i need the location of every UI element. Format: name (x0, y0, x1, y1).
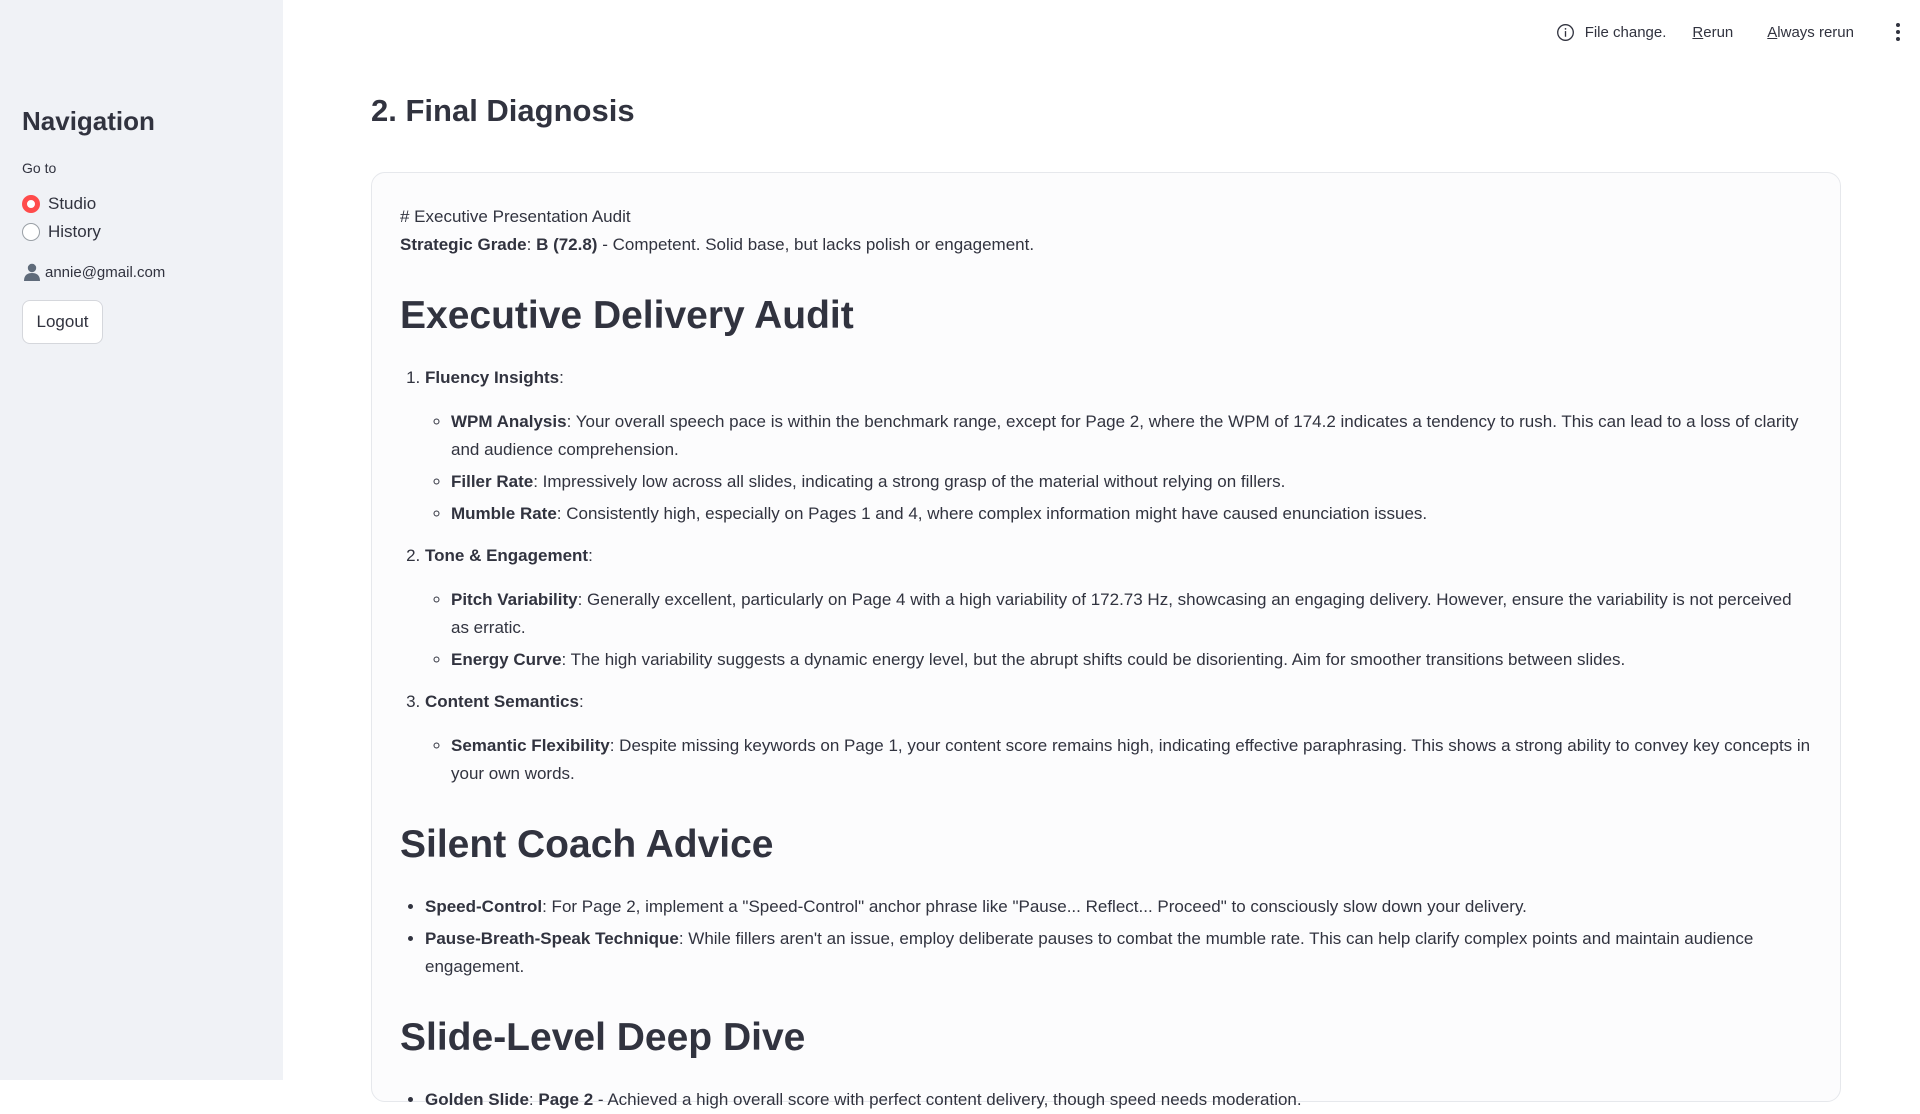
sidebar (0, 0, 283, 1080)
list-item (451, 500, 1812, 528)
radio-label-history: History (48, 222, 101, 241)
item-separator: : (528, 1090, 539, 1110)
strategic-grade (400, 231, 1812, 259)
grade-separator: : (526, 235, 537, 255)
item-label: Mumble Rate (451, 504, 557, 524)
coach-advice-list (425, 893, 1812, 981)
grade-value: B (72.8) (536, 235, 598, 255)
list-item (451, 732, 1812, 788)
user-email: annie@gmail.com (45, 263, 166, 281)
rerun-button[interactable] (1692, 24, 1733, 41)
grade-description: - Competent. Solid base, but lacks polish or engagement. (597, 235, 1035, 255)
item-label: Semantic Flexibility (451, 736, 610, 756)
always-rerun-button[interactable] (1767, 24, 1854, 41)
always-rerun-label: lways rerun (1777, 23, 1854, 41)
rerun-label: erun (1703, 23, 1734, 41)
audit-sections-list (425, 364, 1812, 789)
audit-section-tone: 2. Tone & Engagement: ◦ Pitch Variability: Generally excellent, particularly on Page 4 with a high variability of 172.73 Hz, showcasing an engaging delivery. However, ensure the variability is not perceived as erratic. ◦ Energy Curve: The high variability suggests a dynamic energy level, but the abrupt shifts could be disorienting. Aim for smoother transitions between slides. (425, 542, 1812, 674)
heading-executive-delivery-audit: Executive Delivery Audit (400, 294, 854, 338)
section-label: Content Semantics (425, 692, 579, 712)
heading-silent-coach-advice: Silent Coach Advice (400, 823, 774, 867)
radio-label-studio: Studio (48, 194, 97, 213)
heading-slide-level-deep-dive: Slide-Level Deep Dive (400, 1016, 806, 1060)
content-items (451, 732, 1812, 788)
audit-section-content: 3. Content Semantics: ◦ Semantic Flexibility: Despite missing keywords on Page 1, your content score remains high, indicating effective paraphrasing. This shows a strong ability to convey key concepts in your own words. (425, 688, 1812, 788)
top-toolbar (1556, 0, 1920, 64)
tone-items (451, 586, 1812, 674)
user-icon (22, 262, 42, 282)
always-rerun-accesskey: A (1767, 23, 1778, 41)
item-label: Energy Curve (451, 650, 562, 670)
radio-option-studio[interactable] (22, 190, 101, 218)
list-item (451, 586, 1812, 642)
list-item (425, 925, 1812, 981)
navigation-radio-group (22, 190, 101, 246)
status-text: File change. (1584, 23, 1667, 41)
list-item (425, 893, 1812, 921)
file-change-status (1556, 23, 1667, 42)
item-text: : Impressively low across all slides, indicating a strong grasp of the material without relying on fillers. (533, 472, 1286, 492)
item-text: : The high variability suggests a dynamic energy level, but the abrupt shifts could be disorienting. Aim for smoother transitions between slides. (561, 650, 1626, 670)
radio-option-history[interactable] (22, 218, 101, 246)
list-item (451, 408, 1812, 464)
user-info (22, 262, 165, 282)
list-item (425, 1086, 1812, 1114)
item-label: Pitch Variability (451, 590, 578, 610)
radio-unselected-icon[interactable] (22, 223, 40, 241)
item-text: : Generally excellent, particularly on Page 4 with a high variability of 172.73 Hz, showcasing an engaging delivery. However, ensure the variability is not perceived as erratic. (451, 590, 1792, 638)
logout-button[interactable]: Logout (22, 300, 103, 344)
info-icon (1556, 23, 1575, 42)
item-text: : While fillers aren't an issue, employ deliberate pauses to combat the mumble rate. This can help clarify complex points and maintain audience engagement. (425, 929, 1754, 977)
item-text: - Achieved a high overall score with perfect content delivery, though speed needs moderation. (593, 1090, 1302, 1110)
section-label: Fluency Insights (425, 367, 560, 387)
goto-label: Go to (22, 160, 57, 176)
report-heading-line: # Executive Presentation Audit (400, 207, 631, 226)
fluency-items (451, 408, 1812, 528)
item-label: Speed-Control (425, 897, 543, 917)
item-text: : Despite missing keywords on Page 1, your content score remains high, indicating effective paraphrasing. This shows a strong ability to convey key concepts in your own words. (451, 736, 1811, 784)
list-item (451, 646, 1812, 674)
diagnosis-report-card (371, 172, 1841, 1110)
list-item (451, 468, 1812, 496)
kebab-menu-icon[interactable] (1888, 20, 1908, 44)
item-text: : Consistently high, especially on Pages 1 and 4, where complex information might have caused enunciation issues. (556, 504, 1428, 524)
page-title: 2. Final Diagnosis (371, 93, 635, 128)
item-text: : For Page 2, implement a "Speed-Control" anchor phrase like "Pause... Reflect... Proceed" to consciously slow down your delivery. (542, 897, 1527, 917)
rerun-accesskey: R (1692, 23, 1704, 41)
radio-selected-icon[interactable] (22, 195, 40, 213)
item-label: Pause-Breath-Speak Technique (425, 929, 679, 949)
slide-dive-list (425, 1086, 1812, 1114)
item-text: : Your overall speech pace is within the benchmark range, except for Page 2, where the WPM of 174.2 indicates a tendency to rush. This can lead to a loss of clarity and audience comprehension. (451, 411, 1799, 459)
audit-section-fluency: 1. Fluency Insights: ◦ WPM Analysis: Your overall speech pace is within the benchmark range, except for Page 2, where the WPM of 174.2 indicates a tendency to rush. This can lead to a loss of clarity and audience comprehension. ◦ Filler Rate: Impressively low across all slides, indicating a strong grasp of the material without relying on fillers. ◦ Mumble Rate: Consistently high, especially on Pages 1 and 4, where complex information might have caused enunciation issues. (425, 364, 1812, 528)
item-value: Page 2 (538, 1090, 594, 1110)
sidebar-title: Navigation (22, 106, 155, 136)
item-label: Filler Rate (451, 472, 534, 492)
section-label: Tone & Engagement (425, 546, 589, 566)
item-label: WPM Analysis (451, 411, 567, 431)
grade-label: Strategic Grade (400, 235, 527, 255)
item-label: Golden Slide (425, 1090, 529, 1110)
